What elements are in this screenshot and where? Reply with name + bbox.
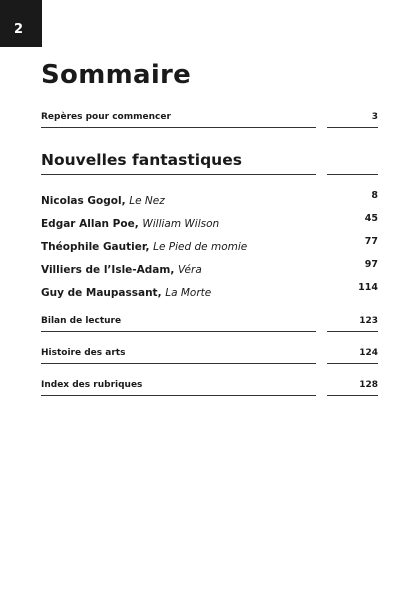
toc-entry-page: 124 [359, 348, 378, 358]
section-page-rule [327, 174, 378, 175]
toc-story-entry[interactable]: Edgar Allan Poe, William Wilson 45 [41, 213, 378, 230]
story-title: William Wilson [142, 218, 220, 230]
page-rule [327, 127, 378, 128]
story-page: 77 [364, 236, 378, 247]
toc-story-entry[interactable]: Villiers de l’Isle-Adam, Véra 97 [41, 259, 378, 276]
page-number-tab [0, 0, 42, 47]
story-author: Nicolas Gogol [41, 195, 122, 207]
entry-rule [41, 331, 316, 332]
story-title: La Morte [165, 287, 212, 299]
toc-entry-label: Index des rubriques [41, 380, 143, 390]
entry-rule [41, 127, 316, 128]
toc-entry-label: Histoire des arts [41, 348, 126, 358]
toc-entry-histoire-des-arts[interactable] [41, 348, 378, 362]
page-rule [327, 395, 378, 396]
toc-entry-intro[interactable] [41, 112, 378, 126]
story-page: 8 [371, 190, 378, 201]
toc-entry-page: 123 [359, 316, 378, 326]
story-author: Théophile Gautier [41, 241, 146, 253]
page-rule [327, 363, 378, 364]
page-title: Sommaire [41, 60, 192, 90]
story-page: 97 [364, 259, 378, 270]
toc-entry-index[interactable] [41, 380, 378, 394]
toc-entry-page: 128 [359, 380, 378, 390]
toc-story-entry[interactable]: Théophile Gautier, Le Pied de momie 77 [41, 236, 378, 253]
story-page: 45 [364, 213, 378, 224]
section-rule [41, 174, 316, 175]
entry-rule [41, 395, 316, 396]
toc-entry-label: Bilan de lecture [41, 316, 122, 326]
story-author: Edgar Allan Poe [41, 218, 135, 230]
toc-story-entry[interactable]: Guy de Maupassant, La Morte 114 [41, 282, 378, 299]
story-title: Le Nez [129, 195, 165, 207]
entry-rule [41, 363, 316, 364]
toc-story-entry[interactable]: Nicolas Gogol, Le Nez 8 [41, 190, 378, 207]
story-author: Guy de Maupassant [41, 287, 158, 299]
section-heading: Nouvelles fantastiques [41, 151, 242, 169]
toc-entry-bilan[interactable] [41, 316, 378, 330]
toc-entry-page: 3 [371, 112, 378, 122]
story-title: Véra [177, 264, 202, 276]
toc-entry-label: Repères pour commencer [41, 112, 171, 122]
story-author: Villiers de l’Isle-Adam [41, 264, 171, 276]
story-page: 114 [358, 282, 378, 293]
story-title: Le Pied de momie [153, 241, 248, 253]
page-rule [327, 331, 378, 332]
page-number: 2 [14, 22, 24, 37]
